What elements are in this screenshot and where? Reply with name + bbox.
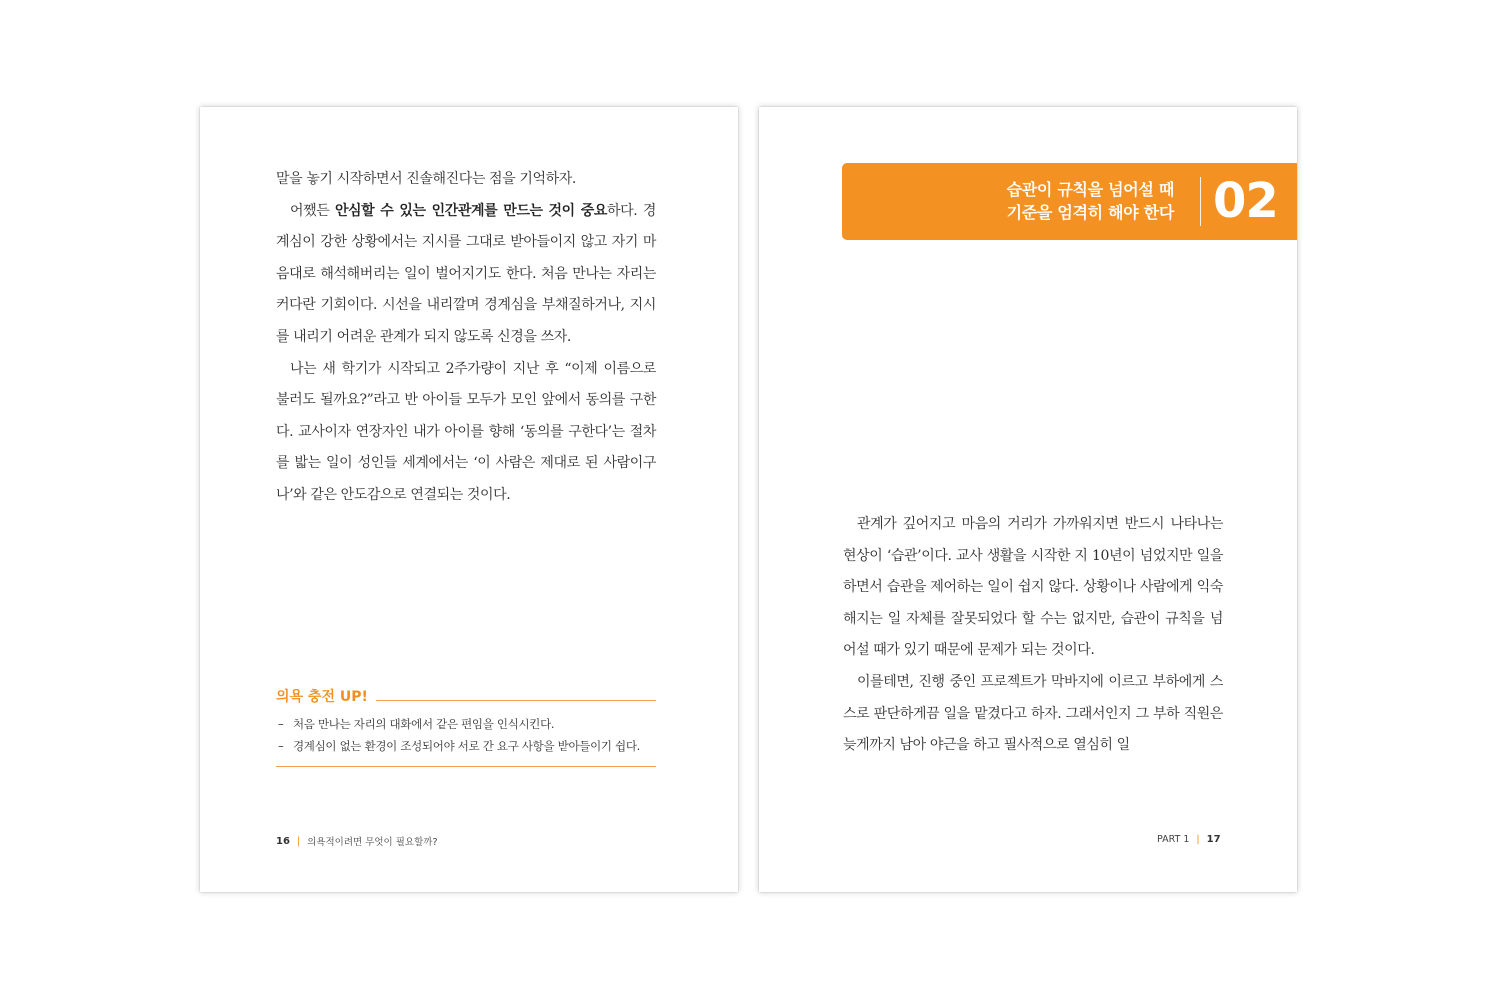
list-item bbox=[276, 735, 656, 757]
footer-separator: | bbox=[1196, 834, 1200, 845]
right-page bbox=[759, 107, 1297, 892]
paragraph: 말을 놓기 시작하면서 진솔해진다는 점을 기억하자. bbox=[276, 171, 576, 187]
dash-bullet: – bbox=[278, 717, 284, 731]
paragraph-text: 하다. 경계심이 강한 상황에서는 지시를 그대로 받아들이지 않고 자기 마음대로 해석해버리는 일이 벌어지기도 한다. 처음 만나는 자리는 커다란 기회이다. 시선을 내리깔며 경계심을 부채질하거나, 지시를 내리기 어려운 관계가 되지 않도록 신경을 쓰자. bbox=[276, 202, 656, 345]
tip-header bbox=[276, 685, 656, 707]
paragraph bbox=[276, 196, 656, 354]
section-title: 의욕적이려면 무엇이 필요할까? bbox=[307, 837, 438, 848]
chapter-banner bbox=[842, 163, 1297, 240]
left-page bbox=[200, 107, 738, 892]
paragraph-text: 어쨌든 bbox=[290, 202, 335, 219]
chapter-title-line: 기준을 엄격히 해야 한다 bbox=[1006, 203, 1174, 222]
tip-box bbox=[276, 685, 656, 767]
paragraph: 관계가 깊어지고 마음의 거리가 가까워지면 반드시 나타나는 현상이 ‘습관’이다. 교사 생활을 시작한 지 10년이 넘었지만 일을 하면서 습관을 제어하는 일이 쉽지 않다. 상황이나 사람에게 익숙해지는 일 자체를 잘못되었다 할 수는 없지만, 습관이 규칙을 넘어설 때가 있기 때문에 문제가 되는 것이다. bbox=[843, 516, 1223, 659]
page-footer bbox=[276, 834, 438, 848]
page-number: 17 bbox=[1206, 834, 1221, 845]
right-body-text bbox=[843, 509, 1223, 762]
dash-bullet: – bbox=[278, 739, 284, 753]
part-label: PART 1 bbox=[1157, 834, 1190, 845]
chapter-title-line: 습관이 규칙을 넘어설 때 bbox=[1006, 180, 1174, 199]
footer-separator: | bbox=[296, 835, 301, 847]
divider bbox=[376, 700, 656, 701]
divider bbox=[1200, 177, 1201, 226]
list-item-text: 처음 만나는 자리의 대화에서 같은 편임을 인식시킨다. bbox=[293, 717, 555, 731]
tip-list bbox=[276, 713, 656, 757]
list-item bbox=[276, 713, 656, 735]
left-body-text bbox=[276, 164, 656, 512]
list-item-text: 경계심이 없는 환경이 조성되어야 서로 간 요구 사항을 받아들이기 쉽다. bbox=[293, 739, 641, 753]
emphasis-text: 안심할 수 있는 인간관계를 만드는 것이 중요 bbox=[334, 202, 608, 219]
divider bbox=[276, 766, 656, 767]
chapter-title bbox=[1007, 178, 1174, 224]
page-footer bbox=[1157, 834, 1221, 845]
paragraph: 나는 새 학기가 시작되고 2주가량이 지난 후 “이제 이름으로 불러도 될까요?”라고 반 아이들 모두가 모인 앞에서 동의를 구한다. 교사이자 연장자인 내가 아이를 향해 ‘동의를 구한다’는 절차를 밟는 일이 성인들 세계에서는 ‘이 사람은 제대로 된 사람이구나’와 같은 안도감으로 연결되는 것이다. bbox=[276, 360, 656, 503]
page-number: 16 bbox=[276, 835, 290, 847]
paragraph: 이를테면, 진행 중인 프로젝트가 막바지에 이르고 부하에게 스스로 판단하게끔 일을 맡겼다고 하자. 그래서인지 그 부하 직원은 늦게까지 남아 야근을 하고 필사적으로 열심히 일 bbox=[843, 673, 1223, 754]
chapter-number: 02 bbox=[1213, 173, 1278, 229]
tip-title: 의욕 충전 UP! bbox=[276, 689, 368, 705]
